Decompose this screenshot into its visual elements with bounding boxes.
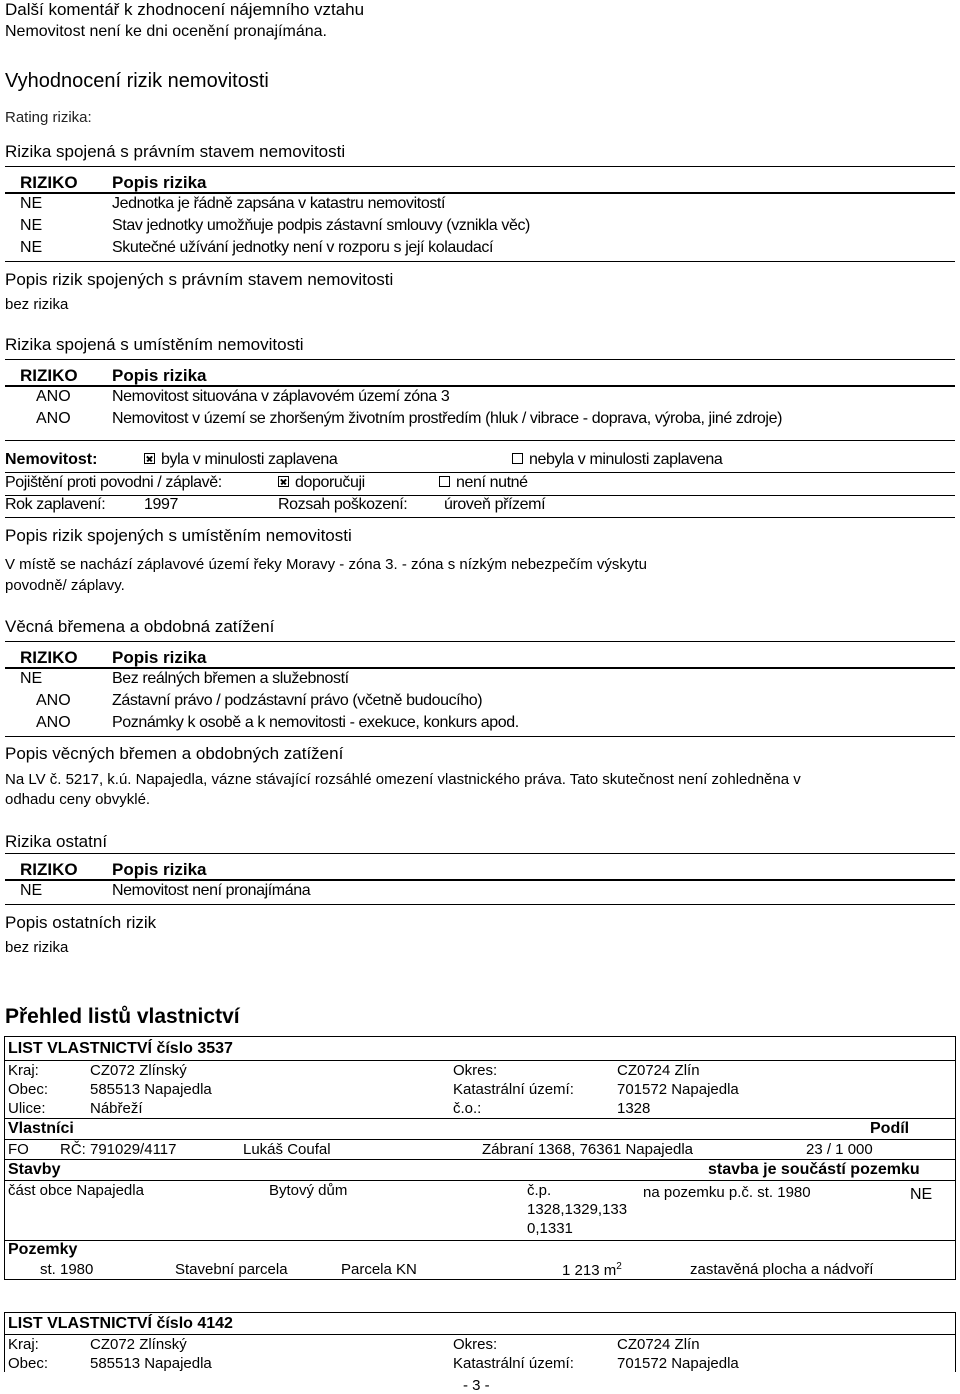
lv2-okres-label: Okres: xyxy=(453,1336,498,1353)
other-desc-title: Popis ostatních rizik xyxy=(5,913,157,932)
lv2-title: LIST VLASTNICTVÍ číslo 4142 xyxy=(8,1315,233,1332)
lv2-obec-label: Obec: xyxy=(8,1355,49,1372)
location-col-risk: RIZIKO xyxy=(20,366,78,385)
legal-row-2-risk: NE xyxy=(20,217,43,234)
legal-row-3-risk: NE xyxy=(20,239,43,256)
other-col-desc: Popis rizika xyxy=(112,860,207,879)
lv1-co-label: č.o.: xyxy=(453,1100,482,1117)
legal-col-risk: RIZIKO xyxy=(20,173,78,192)
lv1-parcel-area: 1 213 $m^2$ xyxy=(562,1261,622,1279)
checkbox-unchecked-icon[interactable] xyxy=(512,453,523,464)
not-flooded-option[interactable]: nebyla v minulosti zaplavena xyxy=(512,451,722,469)
lv1-owner-address: Zábraní 1368, 76361 Napajedla xyxy=(482,1141,693,1158)
location-section-title: Rizika spojená s umístěním nemovitosti xyxy=(5,335,304,354)
easements-row-2-desc: Zástavní právo / podzástavní právo (včetně budoucího) xyxy=(112,692,483,709)
legal-row-1-risk: NE xyxy=(20,195,43,212)
rating-label: Rating rizika: xyxy=(5,109,92,126)
lv1-buildings-label: Stavby xyxy=(8,1161,61,1178)
location-desc-line-2: povodně/ záplavy. xyxy=(5,577,125,594)
easements-section-title: Věcná břemena a obdobná zatížení xyxy=(5,617,275,636)
lv1-owners-label: Vlastníci xyxy=(8,1120,74,1137)
lv1-building-flag: NE xyxy=(910,1186,933,1203)
lv2-kraj-value: CZ072 Zlínský xyxy=(90,1336,187,1353)
lv1-building-cp-line-1: 1328,1329,133 xyxy=(527,1201,628,1218)
lv1-building-parcel: na pozemku p.č. st. 1980 xyxy=(643,1184,811,1201)
legal-desc-text: bez rizika xyxy=(5,296,69,313)
lv1-ku-value: 701572 Napajedla xyxy=(617,1081,739,1098)
not-needed-option[interactable]: není nutné xyxy=(439,474,528,492)
lv1-building-type: Bytový dům xyxy=(269,1182,348,1199)
lv1-building-cp-label: č.p. xyxy=(527,1182,552,1199)
flood-property-label: Nemovitost: xyxy=(5,451,98,468)
page-number: - 3 - xyxy=(463,1377,490,1394)
location-row-2-desc: Nemovitost v území se zhoršeným životním prostředím (hluk / vibrace - doprava, výroba, jiné zdroje) xyxy=(112,410,782,427)
legal-col-desc: Popis rizika xyxy=(112,173,207,192)
lv1-parcel-use: zastavěná plocha a nádvoří xyxy=(690,1261,874,1278)
other-row-1-risk: NE xyxy=(20,882,43,899)
damage-value: úroveň přízemí xyxy=(444,496,546,513)
intro-line-1: Další komentář k zhodnocení nájemního vztahu xyxy=(5,0,365,19)
lv2-okres-value: CZ0724 Zlín xyxy=(617,1336,700,1353)
other-desc-text: bez rizika xyxy=(5,939,69,956)
lv1-parcel-kind: Stavební parcela xyxy=(175,1261,288,1278)
checkbox-checked-icon[interactable] xyxy=(144,453,155,464)
other-col-risk: RIZIKO xyxy=(20,860,78,879)
easements-row-1-desc: Bez reálných břemen a služebností xyxy=(112,670,349,687)
damage-label: Rozsah poškození: xyxy=(278,496,408,513)
easements-col-risk: RIZIKO xyxy=(20,648,78,667)
lv1-share-label: Podíl xyxy=(870,1120,910,1137)
easements-row-3-desc: Poznámky k osobě a k nemovitosti - exekuce, konkurs apod. xyxy=(112,714,519,731)
lv1-owner-name: Lukáš Coufal xyxy=(243,1141,331,1158)
lv1-ulice-value: Nábřeží xyxy=(90,1100,143,1117)
easements-col-desc: Popis rizika xyxy=(112,648,207,667)
lv1-title: LIST VLASTNICTVÍ číslo 3537 xyxy=(8,1040,233,1057)
lv1-okres-label: Okres: xyxy=(453,1062,498,1079)
easements-row-3-risk: ANO xyxy=(36,714,71,731)
lv1-kraj-value: CZ072 Zlínský xyxy=(90,1062,187,1079)
lv2-kraj-label: Kraj: xyxy=(8,1336,39,1353)
easements-row-1-risk: NE xyxy=(20,670,43,687)
flooded-option[interactable]: byla v minulosti zaplavena xyxy=(144,451,337,469)
lv1-building-cp-line-2: 0,1331 xyxy=(527,1220,573,1237)
lv1-ku-label: Katastrální území: xyxy=(453,1081,574,1098)
location-col-desc: Popis rizika xyxy=(112,366,207,385)
lv1-parcel-number: st. 1980 xyxy=(40,1261,94,1278)
lv1-owner-type: FO xyxy=(8,1141,29,1158)
flood-year-label: Rok zaplavení: xyxy=(5,496,106,513)
flood-year-value: 1997 xyxy=(144,496,178,513)
lv2-obec-value: 585513 Napajedla xyxy=(90,1355,212,1372)
lv1-obec-value: 585513 Napajedla xyxy=(90,1081,212,1098)
lv1-co-value: 1328 xyxy=(617,1100,651,1117)
intro-line-2: Nemovitost není ke dni ocenění pronajímána. xyxy=(5,23,327,40)
checkbox-checked-icon[interactable] xyxy=(278,476,289,487)
easements-row-2-risk: ANO xyxy=(36,692,71,709)
location-desc-title: Popis rizik spojených s umístěním nemovitosti xyxy=(5,526,352,545)
lv1-owner-rc: RČ: 791029/4117 xyxy=(60,1141,177,1158)
lv1-obec-label: Obec: xyxy=(8,1081,49,1098)
location-desc-line-1: V místě se nachází záplavové území řeky Moravy - zóna 3. - zóna s nízkým nebezpečím výskytu xyxy=(5,556,647,573)
lv2-ku-value: 701572 Napajedla xyxy=(617,1355,739,1372)
lv1-ulice-label: Ulice: xyxy=(8,1100,46,1117)
recommend-option[interactable]: doporučuji xyxy=(278,474,365,492)
lv1-building-part: část obce Napajedla xyxy=(8,1182,144,1199)
easements-desc-line-2: odhadu ceny obvyklé. xyxy=(5,791,151,808)
insurance-label: Pojištění proti povodni / záplavě: xyxy=(5,474,222,491)
lv1-owner-share: 23 / 1 000 xyxy=(806,1141,873,1158)
easements-desc-title: Popis věcných břemen a obdobných zatížení xyxy=(5,744,344,763)
legal-row-2-desc: Stav jednotky umožňuje podpis zástavní smlouvy (vznikla věc) xyxy=(112,217,530,234)
other-row-1-desc: Nemovitost není pronajímána xyxy=(112,882,311,899)
location-row-1-desc: Nemovitost situována v záplavovém území zóna 3 xyxy=(112,388,450,405)
lv1-kraj-label: Kraj: xyxy=(8,1062,39,1079)
legal-row-3-desc: Skutečné užívání jednotky není v rozporu s její kolaudací xyxy=(112,239,493,256)
ownership-title: Přehled listů vlastnictví xyxy=(5,1005,240,1028)
checkbox-unchecked-icon[interactable] xyxy=(439,476,450,487)
location-row-1-risk: ANO xyxy=(36,388,71,405)
lv1-parcel-register: Parcela KN xyxy=(341,1261,417,1278)
lv1-buildings-note: stavba je součástí pozemku xyxy=(708,1161,920,1178)
lv2-ku-label: Katastrální území: xyxy=(453,1355,574,1372)
legal-row-1-desc: Jednotka je řádně zapsána v katastru nemovitostí xyxy=(112,195,446,212)
legal-section-title: Rizika spojená s právním stavem nemovitosti xyxy=(5,142,346,161)
lv1-parcels-label: Pozemky xyxy=(8,1241,78,1258)
lv1-okres-value: CZ0724 Zlín xyxy=(617,1062,700,1079)
location-row-2-risk: ANO xyxy=(36,410,71,427)
legal-desc-title: Popis rizik spojených s právním stavem nemovitosti xyxy=(5,270,394,289)
other-section-title: Rizika ostatní xyxy=(5,832,108,851)
risk-eval-title: Vyhodnocení rizik nemovitosti xyxy=(5,70,269,92)
easements-desc-line-1: Na LV č. 5217, k.ú. Napajedla, vázne stávající rozsáhlé omezení vlastnického práva. Tato skutečnost není zohledněna v xyxy=(5,771,801,788)
